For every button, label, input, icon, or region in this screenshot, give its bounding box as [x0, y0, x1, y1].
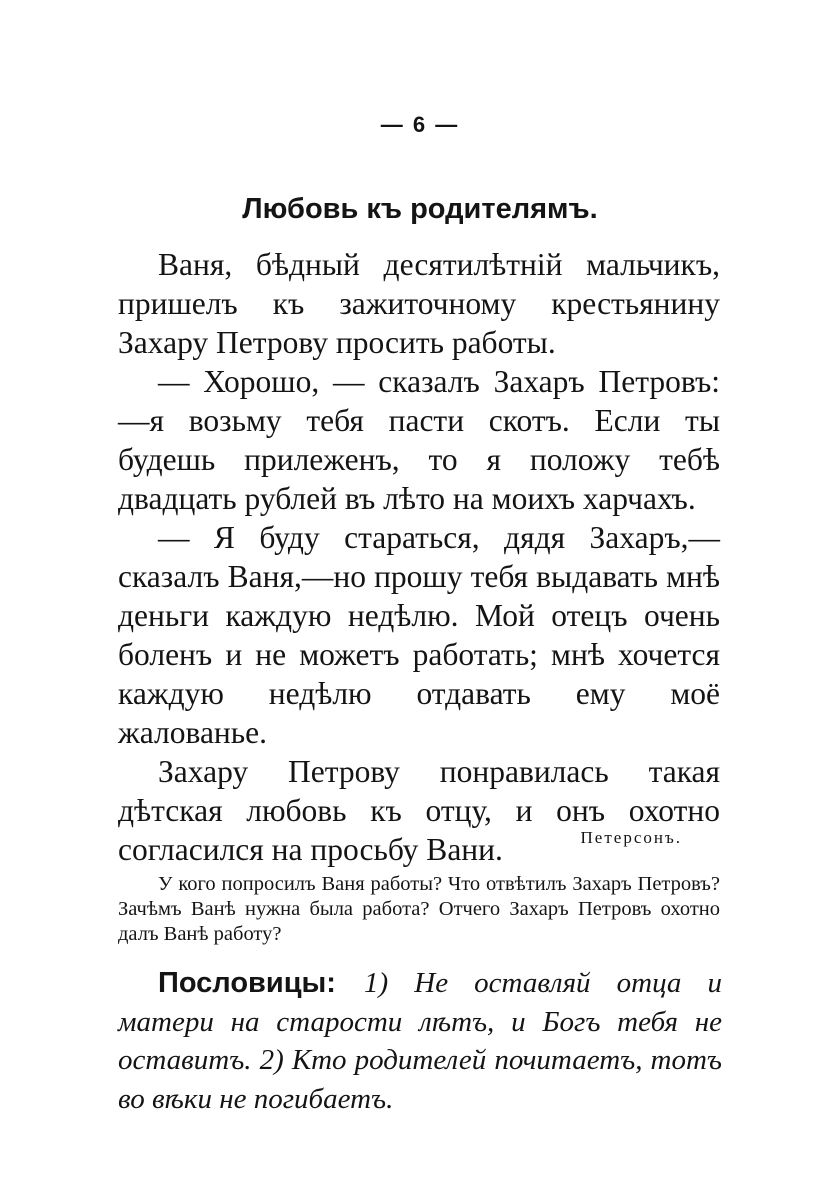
proverbs-text: 1) Не оставляй отца и матери на старости лѣтъ, и Богъ тебя не оставитъ. 2) Кто родителей почитаетъ, тотъ во вѣки не погибаетъ.	[118, 967, 723, 1115]
story-paragraph: — Хорошо, — сказалъ Захаръ Петровъ:—я возьму тебя пасти скотъ. Если ты будешь прилеженъ, то я положу тебѣ двадцать рублей въ лѣто на моихъ харчахъ.	[118, 364, 720, 516]
proverbs-section	[118, 964, 722, 1118]
page-number: — 6 —	[380, 112, 460, 137]
story-author: Петерсонъ.	[580, 828, 682, 847]
story-body	[118, 245, 720, 869]
story-title: Любовь къ родителямъ.	[242, 193, 598, 225]
story-paragraph: — Я буду стараться, дядя Захаръ,— сказалъ Ваня,—но прошу тебя выдавать мнѣ деньги каждую недѣлю. Мой отецъ очень боленъ и не можетъ работать; мнѣ хочется каждую недѣлю отдавать ему моё жалованье.	[118, 520, 720, 750]
proverbs-heading: Пословицы:	[158, 967, 336, 999]
story-paragraph: Ваня, бѣдный десятилѣтній мальчикъ, пришелъ къ зажиточному крестьянину Захару Петрову просить работы.	[118, 247, 720, 360]
story-paragraph: Захару Петрову понравилась такая дѣтская любовь къ отцу, и онъ охотно согласился на просьбу Вани.	[118, 754, 720, 867]
comprehension-questions: У кого попросилъ Ваня работы? Что отвѣтилъ Захаръ Петровъ? Зачѣмъ Ванѣ нужна была работа? Отчего Захаръ Петровъ охотно далъ Ванѣ работу?	[118, 873, 720, 945]
